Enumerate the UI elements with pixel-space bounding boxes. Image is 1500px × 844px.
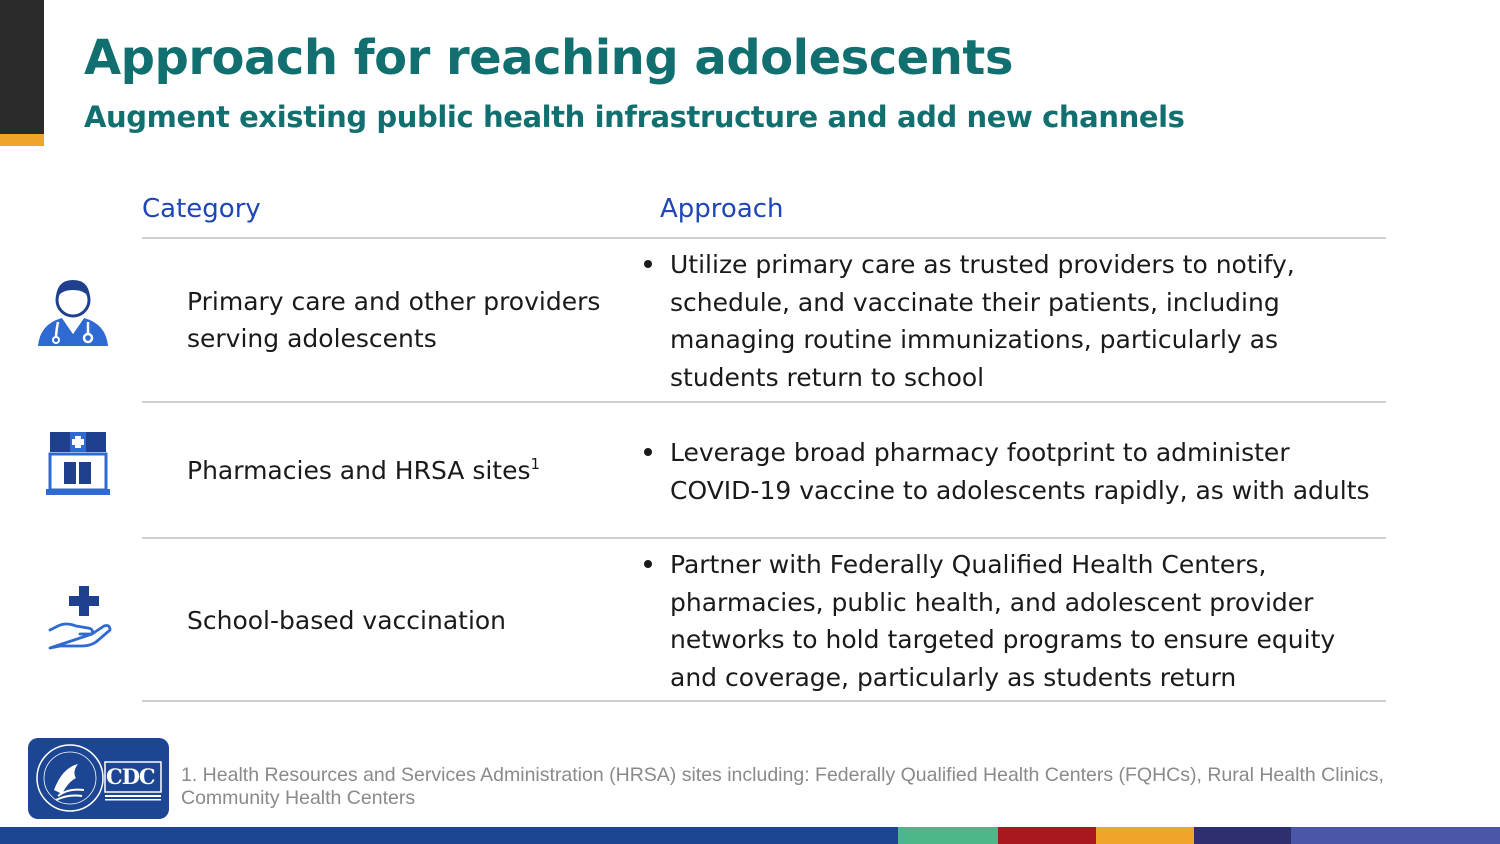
table-bottom-rule xyxy=(142,700,1386,702)
band-segment xyxy=(1194,827,1291,844)
approach-pharmacies: Leverage broad pharmacy footprint to administer COVID-19 vaccine to adolescents rapidly, as with adults xyxy=(670,438,1370,505)
column-header-category: Category xyxy=(142,194,261,224)
cdc-logo xyxy=(28,738,169,819)
row-divider xyxy=(142,537,1386,539)
cdc-logo-text: CDC xyxy=(106,764,155,789)
corner-accent-bar xyxy=(0,134,44,146)
band-segment xyxy=(998,827,1096,844)
slide-title: Approach for reaching adolescents xyxy=(84,30,1013,86)
header-divider xyxy=(142,237,1386,239)
pharmacy-icon xyxy=(46,428,110,500)
category-pharmacies: Pharmacies and HRSA sites$^1$ xyxy=(187,455,541,485)
footnote: 1. Health Resources and Services Administration (HRSA) sites including: Federally Qualified Health Centers (FQHCs), Rural Health Clinics, Community Health Centers xyxy=(181,764,1384,809)
band-segment xyxy=(898,827,998,844)
band-segment xyxy=(1291,827,1500,844)
band-segment xyxy=(0,827,898,844)
row-divider xyxy=(142,401,1386,403)
corner-decoration-bar xyxy=(0,0,44,134)
column-header-approach: Approach xyxy=(660,194,784,224)
approach-school-based: Partner with Federally Qualified Health Centers, pharmacies, public health, and adolescent provider networks to hold targeted programs to ensure equity and coverage, particularly as students return xyxy=(670,550,1336,692)
bottom-color-band xyxy=(0,827,1500,844)
category-primary-care: Primary care and other providers serving adolescents xyxy=(187,287,601,353)
approach-primary-care: Utilize primary care as trusted providers to notify, schedule, and vaccinate their patients, including managing routine immunizations, particularly as students return to school xyxy=(670,250,1295,392)
bullet-dot xyxy=(644,260,652,268)
category-school-based: School-based vaccination xyxy=(187,606,507,635)
bullet-dot xyxy=(644,448,652,456)
band-segment xyxy=(1096,827,1194,844)
bullet-dot xyxy=(644,560,652,568)
hand-cross-icon xyxy=(46,584,114,654)
slide-subtitle: Augment existing public health infrastructure and add new channels xyxy=(84,100,1185,134)
doctor-icon xyxy=(36,278,110,352)
